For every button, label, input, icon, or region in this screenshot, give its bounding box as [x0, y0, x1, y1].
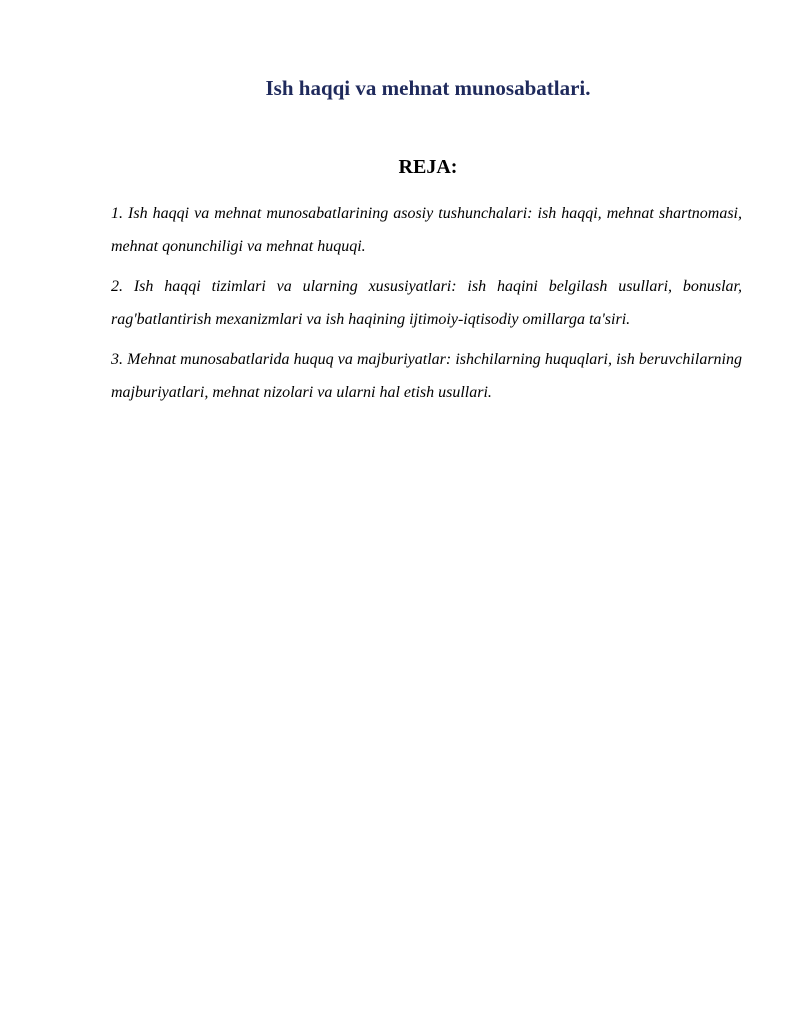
plan-list — [111, 198, 742, 417]
plan-item-2: 2. Ish haqqi tizimlari va ularning xususiyatlari: ish haqini belgilash usullari, bonuslar, rag'batlantirish mexanizmlari va ish haqining ijtimoiy-iqtisodiy omillarga ta'siri. — [111, 278, 742, 328]
plan-item-1: 1. Ish haqqi va mehnat munosabatlarining asosiy tushunchalari: ish haqqi, mehnat shartnomasi, mehnat qonunchiligi va mehnat huquqi. — [111, 205, 742, 255]
plan-heading: REJA: — [398, 156, 458, 178]
plan-item-3: 3. Mehnat munosabatlarida huquq va majburiyatlar: ishchilarning huquqlari, ish beruvchilarning majburiyatlari, mehnat nizolari va ularni hal etish usullari. — [111, 351, 742, 401]
document-title: Ish haqqi va mehnat munosabatlari. — [265, 76, 591, 100]
